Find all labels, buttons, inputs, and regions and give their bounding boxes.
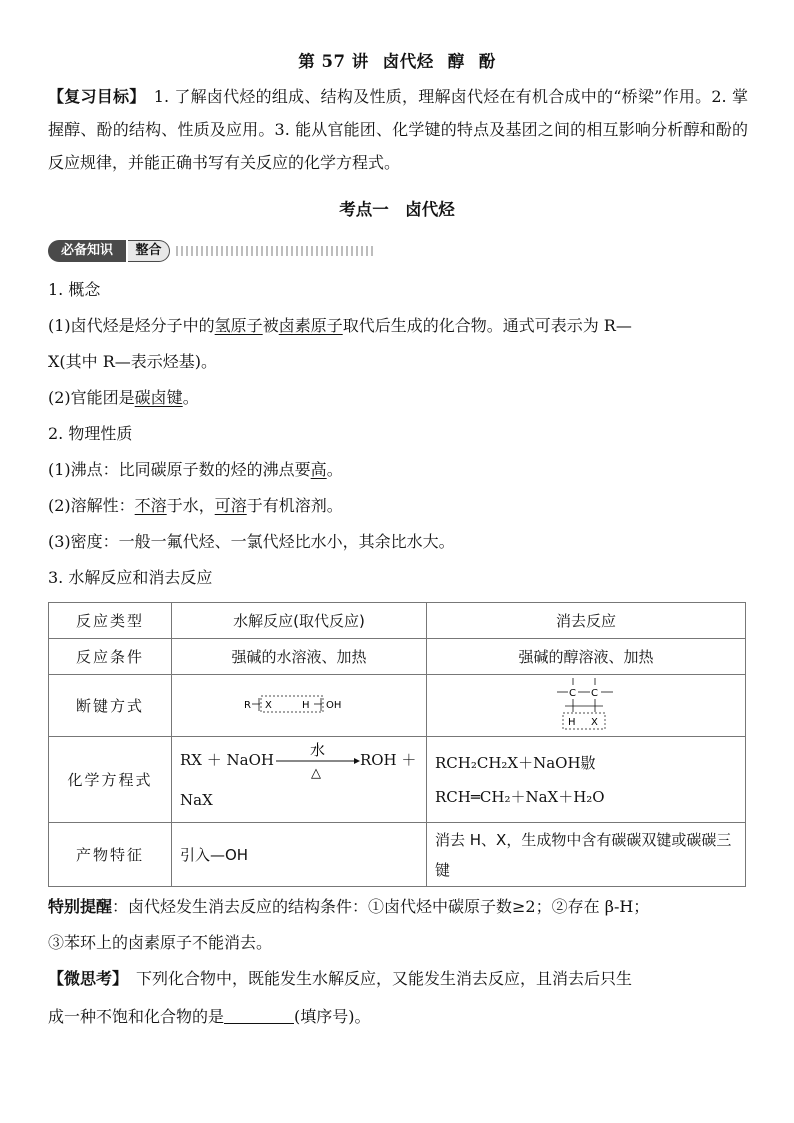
bond-x: X <box>265 699 272 711</box>
header-hydrolysis: 水解反应(取代反应) <box>172 603 427 639</box>
product-elimination: 消去 H、X，生成物中含有碳碳双键或碳碳三键 <box>427 823 746 887</box>
review-goals <box>48 80 748 179</box>
badge-right-label: 整合 <box>128 240 170 262</box>
concept-p1-line2: X(其中 R—表示烃基)。 <box>48 352 218 371</box>
header-elimination: 消去反应 <box>427 603 746 639</box>
notice-label: 特别提醒 <box>48 897 113 916</box>
reaction-table <box>48 602 746 887</box>
physical-p2-pre: (2)溶解性： <box>48 496 135 515</box>
notice-line1 <box>48 897 649 917</box>
concept-p1-pre: (1)卤代烃是烃分子中的 <box>48 316 215 335</box>
eq-hydro-right: ROH ＋ <box>359 750 417 769</box>
product-hydrolysis: 引入—OH <box>172 823 427 887</box>
condition-label: 反应条件 <box>49 639 172 675</box>
bond-h: H <box>302 699 310 711</box>
concept-p1 <box>48 316 632 336</box>
review-label: 【复习目标】 <box>48 87 138 106</box>
answer-blank[interactable] <box>224 1009 294 1024</box>
eq-elim-line1: RCH₂CH₂X＋NaOH敭 <box>435 753 596 772</box>
badge-stripe <box>176 246 376 256</box>
topic-3: 酚 <box>478 52 496 71</box>
lesson-number: 第 57 讲 <box>298 52 369 71</box>
concept-p2 <box>48 388 199 408</box>
table-row-equation <box>49 737 746 823</box>
physical-p3: (3)密度：一般一氟代烃、一氯代烃比水小，其余比水大。 <box>48 532 455 551</box>
physical-p1-pre: (1)沸点：比同碳原子数的烃的沸点要 <box>48 460 311 479</box>
badge-left-label: 必备知识 <box>48 240 126 262</box>
physical-answer-1: 高 <box>310 460 327 479</box>
notice-text1: ：卤代烃发生消去反应的结构条件：①卤代烃中碳原子数≥2；②存在 β-H； <box>112 897 650 916</box>
physical-p2-post: 于有机溶剂。 <box>246 496 343 515</box>
equation-hydrolysis <box>172 737 427 823</box>
concept-p1-mid: 被 <box>262 316 279 335</box>
bond-x-2: X <box>591 716 598 728</box>
review-text: 1. 了解卤代烃的组成、结构及性质，理解卤代烃在有机合成中的“桥梁”作用。2. 掌握醇、酚的结构、性质及应用。3. 能从官能团、化学键的特点及基团之间的相互影响分析醇和酚的反应规律，并能正确书写有关反应的化学方程式。 <box>48 87 748 172</box>
header-type: 反应类型 <box>49 603 172 639</box>
elimination-bond-diagram <box>551 676 621 732</box>
topic-2: 醇 <box>447 52 465 71</box>
page-title <box>0 48 794 72</box>
physical-p1 <box>48 460 343 480</box>
bond-h-2: H <box>568 716 576 728</box>
topic-1: 卤代烃 <box>382 52 434 71</box>
eq-hydro-left: RX ＋ NaOH <box>180 750 274 769</box>
concept-answer-1: 氢原子 <box>214 316 263 335</box>
concept-p1-post: 取代后生成的化合物。通式可表示为 R— <box>342 316 632 335</box>
physical-p2-mid: 于水， <box>166 496 215 515</box>
notice-text2: ③苯环上的卤素原子不能消去。 <box>48 933 273 952</box>
think-text2-post: (填序号)。 <box>294 1007 371 1026</box>
think-text2-pre: 成一种不饱和化合物的是 <box>48 1007 225 1026</box>
bond-c-1: C <box>569 687 576 699</box>
think-text1: 下列化合物中，既能发生水解反应，又能发生消去反应，且消去后只生 <box>120 969 633 988</box>
concept-p2-post: 。 <box>182 388 199 407</box>
physical-answer-3: 可溶 <box>214 496 247 515</box>
knowledge-badge <box>48 240 378 262</box>
heading-concept: 1. 概念 <box>48 280 101 299</box>
bond-hydrolysis <box>172 675 427 737</box>
think-line1 <box>48 969 632 989</box>
think-line2 <box>48 1007 371 1027</box>
table-row-header <box>49 603 746 639</box>
eq-elim-line2: RCH═CH₂＋NaX＋H₂O <box>435 787 605 806</box>
eq-cond-bottom: △ <box>310 765 321 781</box>
concept-answer-3: 碳卤键 <box>134 388 183 407</box>
condition-hydrolysis: 强碱的水溶液、加热 <box>172 639 427 675</box>
bond-oh: OH <box>326 699 342 711</box>
section-title: 考点一 卤代烃 <box>339 200 455 219</box>
eq-cond-top: 水 <box>309 740 325 759</box>
heading-reactions: 3. 水解反应和消去反应 <box>48 568 213 587</box>
table-row-condition <box>49 639 746 675</box>
physical-p2 <box>48 496 343 516</box>
bond-label: 断键方式 <box>49 675 172 737</box>
think-label: 【微思考】 <box>48 969 121 988</box>
table-row-product <box>49 823 746 887</box>
bond-c-2: C <box>591 687 598 699</box>
eq-arrow <box>274 740 360 781</box>
eq-hydro-line2: NaX <box>180 790 213 809</box>
physical-answer-2: 不溶 <box>134 496 167 515</box>
heading-physical: 2. 物理性质 <box>48 424 133 443</box>
equation-elimination <box>427 737 746 823</box>
bond-elimination <box>427 675 746 737</box>
table-row-bond <box>49 675 746 737</box>
bond-r: R <box>244 699 251 711</box>
concept-answer-2: 卤素原子 <box>278 316 343 335</box>
product-label: 产物特征 <box>49 823 172 887</box>
concept-p2-pre: (2)官能团是 <box>48 388 135 407</box>
equation-label: 化学方程式 <box>49 737 172 823</box>
condition-elimination: 强碱的醇溶液、加热 <box>427 639 746 675</box>
hydrolysis-bond-diagram <box>234 692 364 716</box>
physical-p1-post: 。 <box>326 460 343 479</box>
